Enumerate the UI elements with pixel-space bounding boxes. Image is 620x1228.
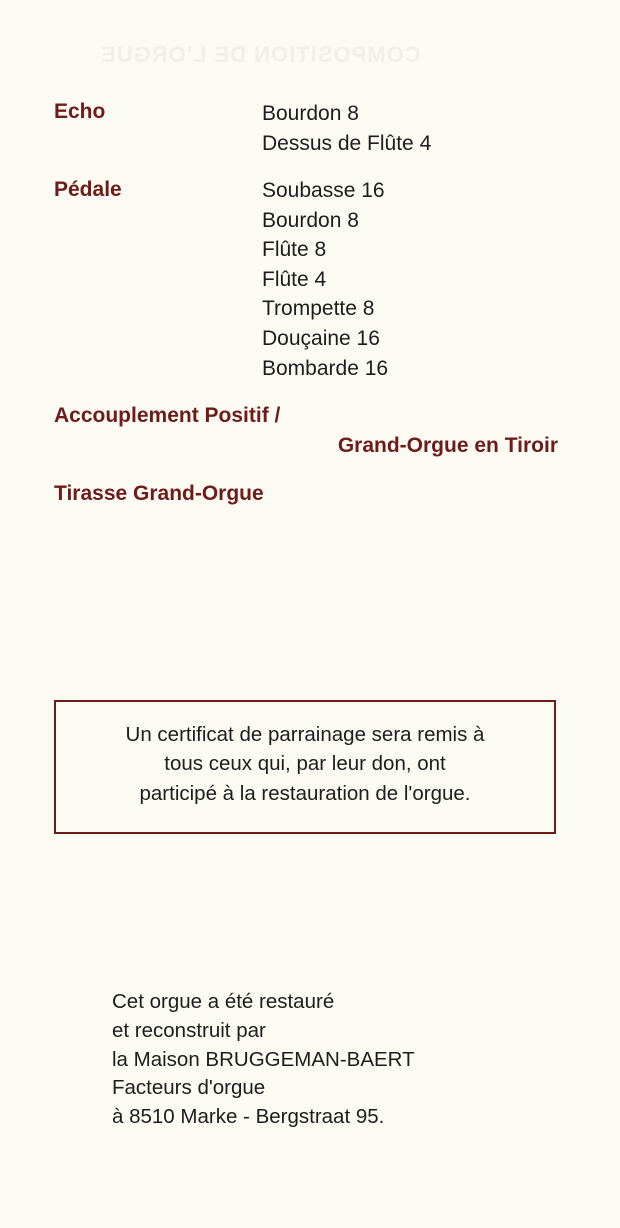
organ-builder-credit (112, 988, 415, 1132)
builder-line: à 8510 Marke - Bergstraat 95. (112, 1105, 385, 1129)
coupler-positif-label: Accouplement Positif / (54, 404, 281, 427)
builder-line: la Maison BRUGGEMAN-BAERT (112, 1047, 415, 1071)
stop-item: Trompette 8 (262, 297, 375, 321)
tirasse-label: Tirasse Grand-Orgue (54, 482, 264, 505)
certificate-notice-box (54, 700, 556, 834)
certificate-line: Un certificat de parrainage sera remis à (125, 722, 485, 746)
stop-item: Flûte 8 (262, 238, 327, 262)
division-pedale-label: Pédale (54, 178, 122, 201)
builder-line: et reconstruit par (112, 1018, 266, 1042)
stop-item: Bourdon 8 (262, 208, 359, 232)
certificate-line: participé à la restauration de l'orgue. (139, 781, 471, 805)
builder-line: Facteurs d'orgue (112, 1076, 266, 1100)
division-pedale-stops (262, 176, 388, 383)
coupler-grand-orgue-label: Grand-Orgue en Tiroir (337, 434, 558, 457)
certificate-line: tous ceux qui, par leur don, ont (164, 752, 446, 776)
bleed-through-heading: COMPOSITION DE L'ORGUE (100, 42, 421, 67)
stop-item: Bourdon 8 (262, 102, 359, 125)
division-echo-label: Echo (54, 100, 106, 123)
builder-line: Cet orgue a été restauré (112, 990, 335, 1013)
stop-item: Douçaine 16 (262, 326, 380, 350)
stop-item: Flûte 4 (262, 267, 327, 291)
stop-item: Bombarde 16 (262, 356, 389, 380)
stop-item: Soubasse 16 (262, 179, 385, 202)
division-echo-stops (262, 99, 431, 158)
stop-item: Dessus de Flûte 4 (262, 131, 432, 155)
